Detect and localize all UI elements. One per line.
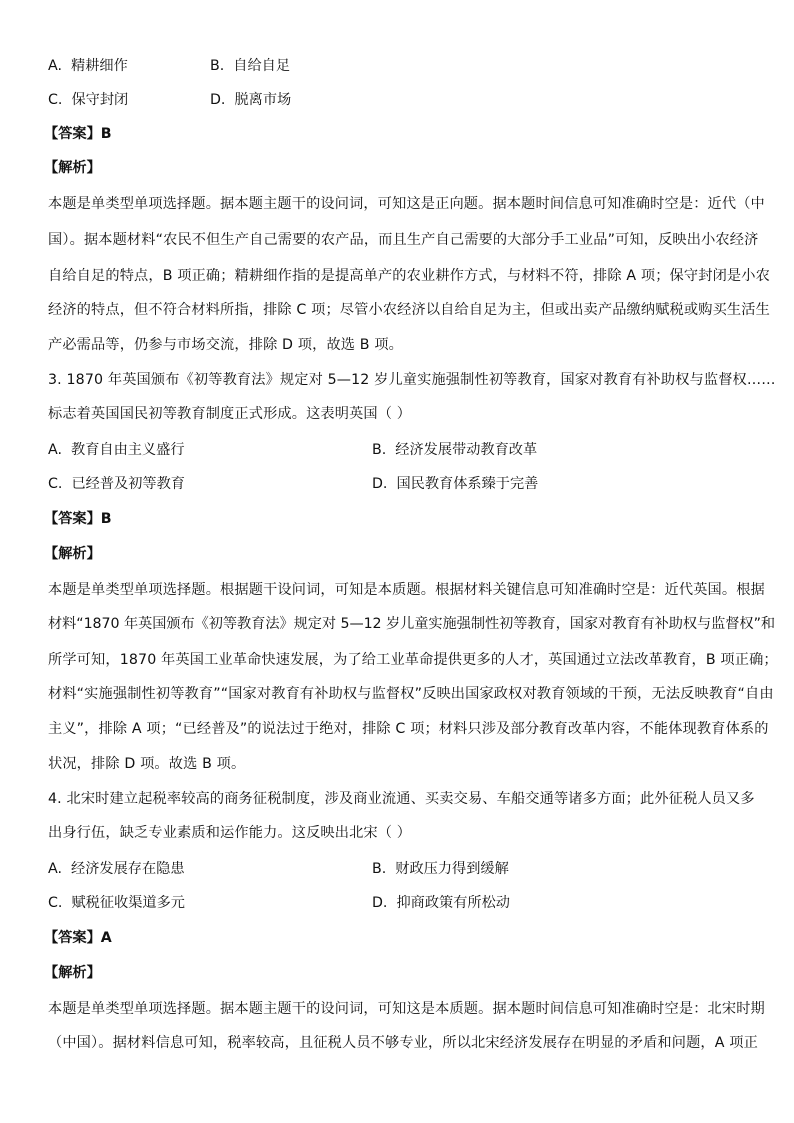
q4-option-b (372, 859, 509, 879)
option-text: 自给自足 (233, 58, 291, 74)
option-text: 国民教育体系臻于完善 (396, 476, 539, 492)
q4-answer: 【答案】A (44, 930, 112, 946)
q3-stem-line: 3. 1870 年英国颁布《初等教育法》规定对 5—12 岁儿童实施强制性初等教育，国家对教育有补助权与监督权…… (48, 372, 776, 388)
q4-stem-line: 出身行伍，缺乏专业素质和运作能力。这反映出北宋（ ） (48, 825, 412, 841)
option-letter: A. (48, 442, 62, 458)
q4-analysis-line: 本题是单类型单项选择题。据本题主题干的设问词，可知这是本质题。据本题时间信息可知准确时空是：北宋时期 (48, 1001, 765, 1017)
q3-option-a (48, 440, 185, 460)
option-letter: C. (48, 476, 63, 492)
option-letter: C. (48, 895, 63, 911)
q2-analysis-line: 经济的特点，但不符合材料所指，排除 C 项；尽管小农经济以自给自足为主，但或出卖产品缴纳赋税或购买生活生 (48, 302, 770, 318)
q2-option-a (48, 56, 128, 76)
q4-option-d (372, 893, 510, 913)
option-text: 脱离市场 (234, 92, 292, 108)
option-letter: B. (372, 442, 387, 458)
option-text: 财政压力得到缓解 (395, 861, 509, 877)
option-text: 经济发展存在隐患 (71, 861, 185, 877)
option-letter: D. (372, 476, 388, 492)
option-text: 教育自由主义盛行 (71, 442, 185, 458)
option-text: 保守封闭 (71, 92, 129, 108)
option-letter: D. (210, 92, 226, 108)
q3-analysis-line: 主义”，排除 A 项；“已经普及”的说法过于绝对，排除 C 项；材料只涉及部分教育改革内容，不能体现教育体系的 (48, 721, 769, 737)
q3-option-c (48, 474, 185, 494)
q2-answer: 【答案】B (44, 126, 112, 142)
q2-analysis-label: 【解析】 (44, 160, 101, 176)
q3-analysis-label: 【解析】 (44, 546, 101, 562)
q4-analysis-line: （中国）。据材料信息可知，税率较高，且征税人员不够专业，所以北宋经济发展存在明显的矛盾和问题，A 项正 (48, 1035, 758, 1051)
q3-analysis-line: 材料“1870 年英国颁布《初等教育法》规定对 5—12 岁儿童实施强制性初等教育，国家对教育有补助权与监督权”和 (48, 616, 776, 632)
q4-option-a (48, 859, 185, 879)
q2-analysis-line: 本题是单类型单项选择题。据本题主题干的设问词，可知这是正向题。据本题时间信息可知准确时空是：近代（中 (48, 196, 765, 212)
q3-answer: 【答案】B (44, 511, 112, 527)
option-text: 抑商政策有所松动 (396, 895, 510, 911)
q2-option-b (210, 56, 290, 76)
q3-analysis-line: 所学可知，1870 年英国工业革命快速发展，为了给工业革命提供更多的人才，英国通过立法改革教育，B 项正确； (48, 652, 778, 668)
q4-stem-line: 4. 北宋时建立起税率较高的商务征税制度，涉及商业流通、买卖交易、车船交通等诸多方面；此外征税人员又多 (48, 791, 755, 807)
option-text: 精耕细作 (71, 58, 128, 74)
q3-analysis-line: 状况，排除 D 项。故选 B 项。 (48, 756, 246, 772)
option-letter: A. (48, 861, 62, 877)
q3-option-b (372, 440, 537, 460)
option-text: 经济发展带动教育改革 (395, 442, 538, 458)
q2-option-d (210, 90, 291, 110)
option-letter: A. (48, 58, 62, 74)
q3-option-d (372, 474, 538, 494)
q2-analysis-line: 自给自足的特点，B 项正确；精耕细作指的是提高单产的农业耕作方式，与材料不符，排除 A 项；保守封闭是小农 (48, 268, 770, 284)
option-text: 已经普及初等教育 (71, 476, 185, 492)
option-letter: B. (372, 861, 387, 877)
q2-analysis-line: 国）。据本题材料“农民不但生产自己需要的农产品，而且生产自己需要的大部分手工业品”可知，反映出小农经济 (48, 232, 759, 248)
q4-analysis-label: 【解析】 (44, 965, 101, 981)
q4-option-c (48, 893, 185, 913)
option-letter: D. (372, 895, 388, 911)
q2-option-c (48, 90, 128, 110)
q3-analysis-line: 材料“实施强制性初等教育”“国家对教育有补助权与监督权”反映出国家政权对教育领域的干预，无法反映教育“自由 (48, 686, 774, 702)
option-letter: C. (48, 92, 63, 108)
q3-analysis-line: 本题是单类型单项选择题。根据题干设问词，可知是本质题。根据材料关键信息可知准确时空是：近代英国。根据 (48, 582, 765, 598)
option-letter: B. (210, 58, 225, 74)
option-text: 赋税征收渠道多元 (71, 895, 185, 911)
q3-stem-line: 标志着英国国民初等教育制度正式形成。这表明英国（ ） (48, 406, 412, 422)
q2-analysis-line: 产必需品等，仍参与市场交流，排除 D 项，故选 B 项。 (48, 337, 404, 353)
